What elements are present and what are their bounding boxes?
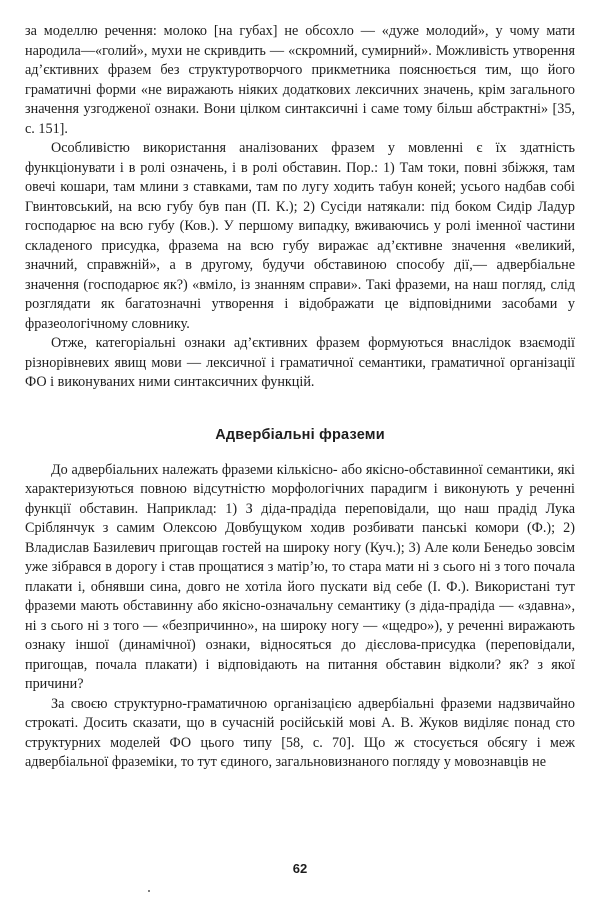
paragraph-4: До адвербіальних належать фраземи кількісно- або якісно-обставинної семантики, які характеризуються повною відсутністю морфологічних парадигм і виконують у реченні функції обставин. Наприклад: 1) З діда-прадіда переповідали, що наш прадід Лука Сріблянчук з самим Олексою Довбущуком ходив розбивати панські комори (Ф.); 2) Владислав Базилевич пригощав гостей на широку ногу (Куч.); 3) Але коли Бенедьо зовсім уже зібрався в дорогу і став прощатися з матір’ю, то стара мати ні з сього ні з того почала плакати і, обнявши сина, довго не хотіла його пускати від себе (І. Ф.). Використані тут фраземи мають обставинну або якісно-означальну семантику (з діда-прадіда — «здавна», ні з сього ні з того — «безпричинно», на широку ногу — «щедро»), у реченні виражають ознаку іншої (динамічної) ознаки, відносяться до дієслова-присудка (переповідали, пригощав, почала плакати) і відповідають на питання обставин відколи? як? з якої причини? xyxy=(25,461,575,692)
section-heading: Адвербіальні фраземи xyxy=(215,426,385,443)
paragraph-1: за моделлю речення: молоко [на губах] не обсохло — «дуже молодий», у чому мати народила—«голий», мухи не скривдить — «скромний, сумирний». Можливість утворення ад’єктивних фразем без структуротворчого прикметника пояснюється тим, що його граматичні форми «не виражають ніяких додаткових лексичних значень, крім загального значення узгодженої ознаки. Вони цілком синтаксичні і саме тому більш абстрактні» [35, с. 151]. xyxy=(25,23,575,137)
page-number: 62 xyxy=(292,861,308,876)
page-body xyxy=(25,22,575,872)
paragraph-5: За своєю структурно-граматичною організацією адвербіальні фраземи надзвичайно строкаті. Досить сказати, що в сучасній російській мові А. В. Жуков виділяє понад сто структурних моделей ФО цього типу [58, с. 70]. Що ж стосується обсягу і меж адвербіальної фраземіки, то тут єдиного, загальновизнаного погляду у мовознавців не xyxy=(25,695,575,770)
paragraph-3: Отже, категоріальні ознаки ад’єктивних фразем формуються внаслідок взаємодії різнорівневих явищ мови — лексичної і граматичної семантики, граматичної організації ФО і виконуваних ними синтаксичних функцій. xyxy=(25,335,575,390)
paragraph-2: Особливістю використання аналізованих фразем у мовленні є їх здатність функціонувати і в ролі означень, і в ролі обставин. Пор.: 1) Там токи, повні збіжжя, там овечі кошари, там млини з ставками, там по лугу ходить табун коней; усього надбав собі Гвинтовський, на всю губу був пан (П. К.); 2) Сусіди натякали: під боком Сидір Ладур господарює на всю губу (Ков.). У першому випадку, вживаючись у ролі іменної частини складеного присудка, фразема на всю губу виражає ад’єктивне значення «великий, значний, справжній», а в другому, будучи обставиною способу дії,— адвербіальне значення (господарює як?) «вміло, із знанням справи». Такі фраземи, на наш погляд, слід розглядати як багатозначні утворення і відображати це відповідними засобами у фразеологічному словнику. xyxy=(25,140,575,332)
print-speck xyxy=(148,890,150,892)
